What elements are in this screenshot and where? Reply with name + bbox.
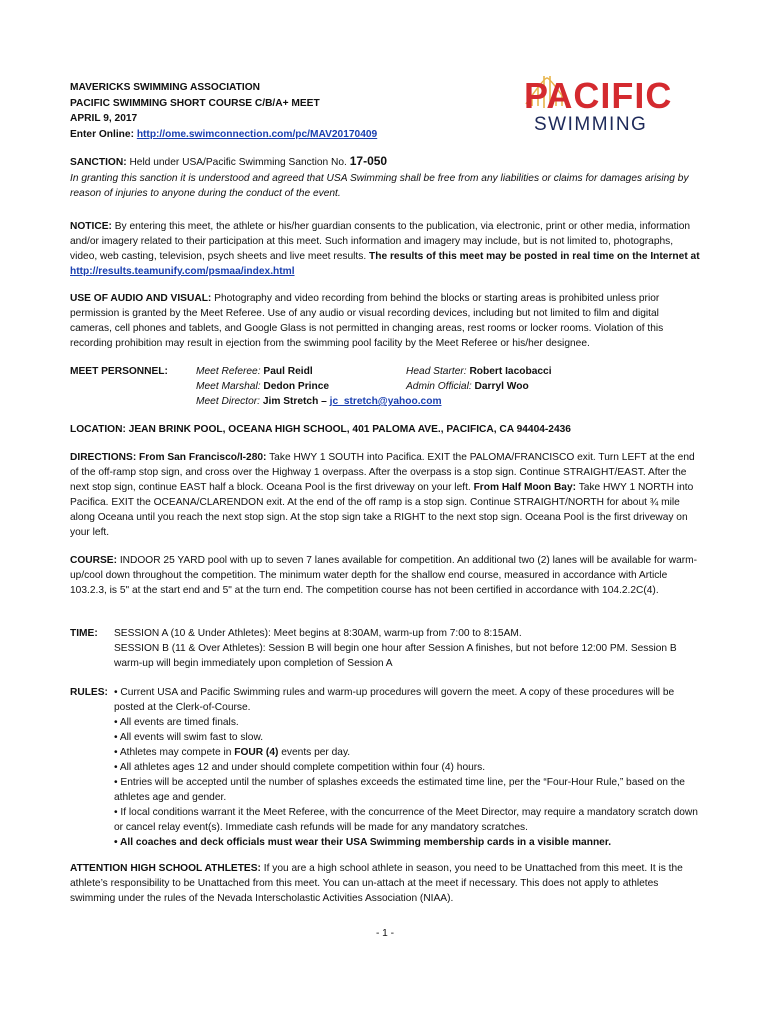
director-name: Jim Stretch –: [262, 396, 327, 407]
session-a: SESSION A (10 & Under Athletes): Meet begins at 8:30AM, warm-up from 7:00 to 8:15AM.: [114, 628, 522, 639]
rule-four-events: FOUR (4): [234, 747, 279, 758]
directions-label-hmb: From Half Moon Bay:: [473, 482, 577, 493]
audio-visual-label: USE OF AUDIO AND VISUAL:: [70, 293, 212, 304]
rule-item: • Entries will be accepted until the number of splashes exceeds the estimated time line, per the “Four-Hour Rule,” based on the athletes age and gender.: [114, 777, 685, 803]
meet-title: PACIFIC SWIMMING SHORT COURSE C/B/A+ MEET: [70, 97, 320, 109]
directions-section: [70, 450, 700, 540]
time-sessions: [114, 626, 700, 671]
sanction-label: SANCTION:: [70, 157, 127, 168]
rule-item: • All events are timed finals.: [114, 717, 239, 728]
notice-bold-text: The results of this meet may be posted in real time on the Internet at: [369, 251, 700, 262]
course-label: COURSE:: [70, 555, 117, 566]
attention-section: [70, 861, 700, 906]
time-label: TIME:: [70, 628, 98, 639]
referee-name: Paul Reidl: [263, 366, 313, 377]
sanction-disclaimer: In granting this sanction it is understood and agreed that USA Swimming shall be free from any liabilities or claims for damages arising by reason of injuries to anyone during the conduct of the event.: [70, 173, 689, 199]
referee-line: [196, 364, 442, 379]
course-text: INDOOR 25 YARD pool with up to seven 7 lanes available for competition. An additional two (2) lanes will be available for warm-up/cool down throughout the competition. The minimum water depth for the shallow end course, measured in accordance with Article 103.2.3, is 5" at the start end and 5" at the turn end. The competition course has not been certified in accordance with 104.2.2C(4).: [70, 555, 698, 596]
rules-section: [70, 685, 700, 850]
meet-header: [70, 80, 500, 142]
rule-item-text: • Athletes may compete in: [114, 747, 232, 758]
personnel-label: MEET PERSONNEL:: [70, 366, 168, 377]
notice-text: By entering this meet, the athlete or his/her guardian consents to the publication, via electronic, print or other media, information and/or imagery related to their participation at this meet. Such information and imagery may include, but is not limited to, photographs, video, web casting, television, psych sheets and live meet results.: [70, 221, 691, 262]
starter-role: Head Starter:: [406, 366, 467, 377]
enter-online-label: Enter Online:: [70, 128, 134, 140]
rule-item: • If local conditions warrant it the Meet Referee, with the concurrence of the Meet Director, may require a mandatory scratch down or cancel relay event(s). Immediate cash refunds will be made for any mandatory scratches.: [114, 807, 698, 833]
time-section: [70, 626, 700, 672]
personnel-section: [70, 364, 700, 412]
sanction-section: [70, 154, 700, 170]
session-b: SESSION B (11 & Over Athletes): Session B will begin one hour after Session A finishes, but not before 12:00 PM. Session B warm-up will begin immediately upon completion of Session A: [114, 643, 677, 669]
enter-online-line: [70, 127, 500, 143]
pacific-swimming-logo: [522, 74, 690, 136]
audio-visual-text: Photography and video recording from behind the blocks or starting areas is prohibited unless prior permission is granted by the Meet Referee. Use of any audio or visual recording devices, including but not limited to film and digital cameras, cell phones and tablets, and Google Glass is not permitted in changing areas, rest rooms or locker rooms. Violation of this recording prohibition may result in ejection from the swimming pool facility by the Meet Referee or his/her designee.: [70, 293, 664, 349]
page-number: - 1 -: [375, 928, 395, 939]
starter-name: Robert Iacobacci: [469, 366, 552, 377]
rule-item: • Current USA and Pacific Swimming rules and warm-up procedures will govern the meet. A copy of these procedures will be posted at the Clerk-of-Course.: [114, 687, 675, 713]
referee-role: Meet Referee:: [196, 366, 261, 377]
personnel-col-left: [196, 364, 442, 409]
course-section: [70, 553, 700, 598]
rule-item: • All events will swim fast to slow.: [114, 732, 264, 743]
logo-line2-text: SWIMMING: [534, 114, 648, 135]
attention-label: ATTENTION HIGH SCHOOL ATHLETES:: [70, 863, 261, 874]
admin-name: Darryl Woo: [474, 381, 529, 392]
attention-text: If you are a high school athlete in season, you need to be Unattached from this meet. It is the athlete’s responsibility to be Unattached from this meet. You can un-attach at the meet if necessary. This does not apply to athletes swimming under the rules of the Nevada Interscholastic Activities Association (NIAA).: [70, 863, 683, 904]
marshal-name: Dedon Prince: [263, 381, 330, 392]
notice-section: [70, 219, 700, 279]
rule-item: [114, 745, 700, 760]
org-name: MAVERICKS SWIMMING ASSOCIATION: [70, 82, 260, 93]
directions-label: DIRECTIONS: From San Francisco/I-280:: [70, 452, 267, 463]
director-email-link[interactable]: jc_stretch@yahoo.com: [329, 396, 442, 407]
logo-line1-text: PACIFIC: [524, 75, 673, 116]
results-link[interactable]: http://results.teamunify.com/psmaa/index.html: [70, 266, 295, 277]
personnel-col-right: [406, 364, 552, 394]
sanction-number: 17-050: [349, 154, 388, 168]
marshal-line: [196, 379, 442, 394]
golden-gate-bridge-icon: [522, 74, 690, 136]
audio-visual-section: [70, 291, 700, 351]
admin-role: Admin Official:: [406, 381, 472, 392]
rule-item: • All athletes ages 12 and under should complete competition within four (4) hours.: [114, 762, 486, 773]
meet-date: APRIL 9, 2017: [70, 113, 138, 124]
rules-list: [114, 685, 700, 850]
location-line: LOCATION: JEAN BRINK POOL, OCEANA HIGH SCHOOL, 401 PALOMA AVE., PACIFICA, CA 94404-2436: [70, 424, 571, 435]
admin-line: [406, 379, 552, 394]
sanction-text: Held under USA/Pacific Swimming Sanction No.: [129, 157, 347, 168]
notice-label: NOTICE:: [70, 221, 112, 232]
rule-item-text-after: events per day.: [281, 747, 351, 758]
directions-text-sf: Take HWY 1 SOUTH into Pacifica. EXIT the PALOMA/FRANCISCO exit. Turn LEFT at the end of the off-ramp stop sign, and cross over the Highway 1 overpass. After the overpass is a stop sign. Continue STRAIGHT/EAST. After the next stop sign, continue EAST half a block. Oceana Pool is the first driveway on your left.: [70, 452, 695, 493]
directions-text-hmb: Take HWY 1 NORTH into Pacifica. EXIT the OCEANA/CLARENDON exit. At the end of the off ramp is a stop sign. Continue STRAIGHT/NORTH for about ¾ mile along Oceana until you reach the next stop sign. At the stop sign take a RIGHT to the next stop sign. Oceana Pool is the first driveway on your left.: [70, 482, 694, 538]
rule-item: • All coaches and deck officials must wear their USA Swimming membership cards in a visible manner.: [114, 837, 612, 848]
director-line: [196, 394, 442, 409]
director-role: Meet Director:: [196, 396, 260, 407]
rules-label: RULES:: [70, 687, 108, 698]
enter-online-link[interactable]: http://ome.swimconnection.com/pc/MAV20170409: [136, 128, 378, 140]
marshal-role: Meet Marshal:: [196, 381, 261, 392]
starter-line: [406, 364, 552, 379]
